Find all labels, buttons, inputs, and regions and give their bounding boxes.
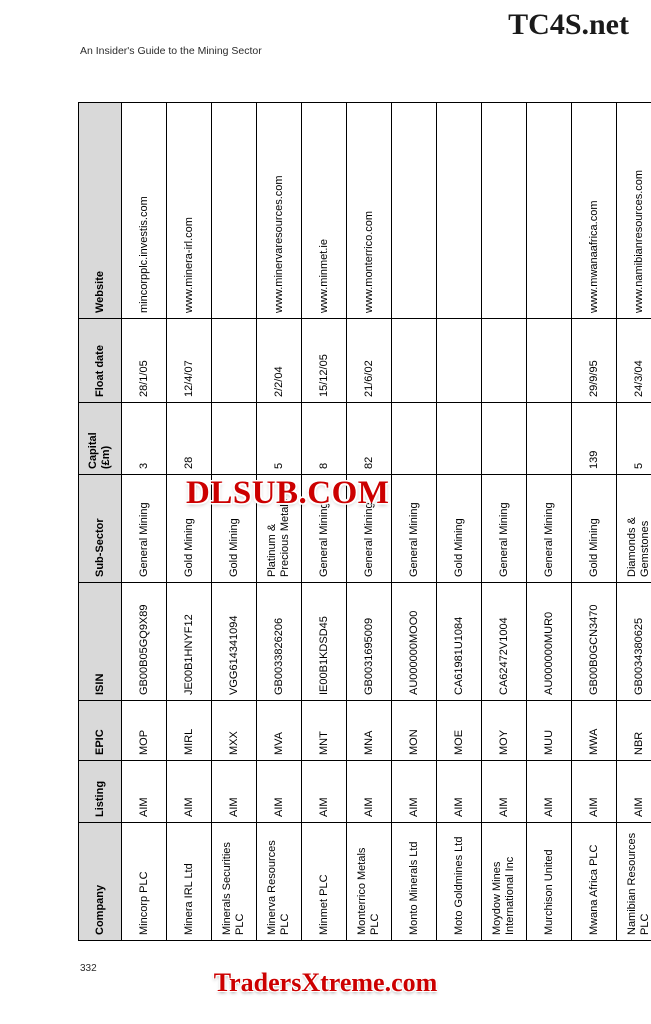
cell-capital: [527, 403, 572, 475]
rotation-wrapper: [78, 103, 651, 941]
cell-isin: IE00B1KDSD45: [302, 583, 347, 701]
cell-float-date: 24/3/04: [617, 319, 651, 403]
cell-website: www.minervaresources.com: [257, 103, 302, 319]
cell-capital: [392, 403, 437, 475]
brand-bottom-center: TradersXtreme.com: [213, 968, 438, 997]
cell-company: Monterrico Metals PLC: [347, 823, 392, 941]
table-row: [122, 103, 167, 941]
cell-website: www.minera-irl.com: [167, 103, 212, 319]
cell-isin: CA61981U1084: [437, 583, 482, 701]
cell-website: www.namibianresources.com: [617, 103, 651, 319]
cell-website: www.minmet.ie: [302, 103, 347, 319]
cell-epic: MNT: [302, 701, 347, 761]
cell-website: [392, 103, 437, 319]
cell-epic: MXX: [212, 701, 257, 761]
cell-company: Monto Minerals Ltd: [392, 823, 437, 941]
cell-float-date: [212, 319, 257, 403]
cell-sub-sector: Platinum & Precious Metals: [257, 475, 302, 583]
cell-capital: [482, 403, 527, 475]
cell-sub-sector: General Mining: [527, 475, 572, 583]
cell-isin: GB00B05GQ9X89: [122, 583, 167, 701]
cell-isin: GB0034380625: [617, 583, 651, 701]
table-row: [167, 103, 212, 941]
cell-float-date: [482, 319, 527, 403]
cell-capital: 28: [167, 403, 212, 475]
cell-listing: AIM: [302, 761, 347, 823]
cell-float-date: 21/6/02: [347, 319, 392, 403]
cell-listing: AIM: [617, 761, 651, 823]
cell-epic: MWA: [572, 701, 617, 761]
cell-isin: JE00B1HNYF12: [167, 583, 212, 701]
table-row: [437, 103, 482, 941]
cell-isin: GB0033826206: [257, 583, 302, 701]
cell-listing: AIM: [437, 761, 482, 823]
cell-epic: MOP: [122, 701, 167, 761]
table-row: [257, 103, 302, 941]
cell-sub-sector: General Mining: [482, 475, 527, 583]
page-number: 332: [80, 963, 97, 974]
cell-sub-sector: General Mining: [347, 475, 392, 583]
cell-listing: AIM: [482, 761, 527, 823]
cell-float-date: [392, 319, 437, 403]
cell-sub-sector: General Mining: [122, 475, 167, 583]
cell-float-date: 2/2/04: [257, 319, 302, 403]
header-float-date: Float date: [79, 319, 122, 403]
header-sub-sector: Sub-Sector: [79, 475, 122, 583]
header-isin: ISIN: [79, 583, 122, 701]
cell-sub-sector: Gold Mining: [437, 475, 482, 583]
cell-listing: AIM: [527, 761, 572, 823]
cell-epic: MON: [392, 701, 437, 761]
table-row: [212, 103, 257, 941]
cell-capital: [437, 403, 482, 475]
cell-website: mincorpplc.investis.com: [122, 103, 167, 319]
cell-isin: VGG614341094: [212, 583, 257, 701]
cell-listing: AIM: [572, 761, 617, 823]
cell-company: Moydow Mines International Inc: [482, 823, 527, 941]
cell-capital: 3: [122, 403, 167, 475]
rotated-table-area: [78, 103, 651, 941]
cell-epic: MIRL: [167, 701, 212, 761]
cell-isin: GB0031695009: [347, 583, 392, 701]
cell-sub-sector: Gold Mining: [572, 475, 617, 583]
table-row: [482, 103, 527, 941]
cell-company: Minerva Resources PLC: [257, 823, 302, 941]
cell-company: Mwana Africa PLC: [572, 823, 617, 941]
header-website: Website: [79, 103, 122, 319]
cell-epic: MUU: [527, 701, 572, 761]
cell-listing: AIM: [347, 761, 392, 823]
cell-company: Moto Goldmines Ltd: [437, 823, 482, 941]
cell-website: [482, 103, 527, 319]
cell-epic: MNA: [347, 701, 392, 761]
table-row: [392, 103, 437, 941]
brand-top-right: TC4S.net: [508, 8, 629, 41]
watermark-dlsub: DLSUB.COM: [186, 475, 390, 511]
cell-capital: 82: [347, 403, 392, 475]
cell-listing: AIM: [392, 761, 437, 823]
cell-company: Murchison United: [527, 823, 572, 941]
header-company: Company: [79, 823, 122, 941]
table-row: [527, 103, 572, 941]
table-body: [122, 103, 651, 941]
cell-listing: AIM: [122, 761, 167, 823]
cell-capital: 5: [257, 403, 302, 475]
cell-float-date: 12/4/07: [167, 319, 212, 403]
cell-isin: CA62472V1004: [482, 583, 527, 701]
table-header-row: [79, 103, 122, 941]
running-head: An Insider's Guide to the Mining Sector: [80, 45, 262, 57]
table-row: [617, 103, 651, 941]
cell-sub-sector: Gold Mining: [167, 475, 212, 583]
cell-epic: MVA: [257, 701, 302, 761]
cell-sub-sector: General Mining: [302, 475, 347, 583]
table-row: [347, 103, 392, 941]
cell-website: [527, 103, 572, 319]
cell-company: Minmet PLC: [302, 823, 347, 941]
header-listing: Listing: [79, 761, 122, 823]
header-epic: EPIC: [79, 701, 122, 761]
cell-website: [437, 103, 482, 319]
table-row: [302, 103, 347, 941]
cell-website: [212, 103, 257, 319]
cell-listing: AIM: [212, 761, 257, 823]
cell-website: www.monterrico.com: [347, 103, 392, 319]
cell-float-date: 15/12/05: [302, 319, 347, 403]
cell-isin: AU000000MUR0: [527, 583, 572, 701]
header-capital: Capital (£m): [79, 403, 122, 475]
cell-float-date: [437, 319, 482, 403]
cell-listing: AIM: [167, 761, 212, 823]
cell-listing: AIM: [257, 761, 302, 823]
cell-company: Minerals Securities PLC: [212, 823, 257, 941]
cell-epic: MOE: [437, 701, 482, 761]
cell-float-date: [527, 319, 572, 403]
cell-sub-sector: General Mining: [392, 475, 437, 583]
cell-float-date: 28/1/05: [122, 319, 167, 403]
mining-companies-table: [78, 102, 651, 941]
cell-company: Mincorp PLC: [122, 823, 167, 941]
cell-isin: AU000000MOO0: [392, 583, 437, 701]
cell-capital: 5: [617, 403, 651, 475]
cell-epic: NBR: [617, 701, 651, 761]
cell-capital: 139: [572, 403, 617, 475]
cell-company: Namibian Resources PLC: [617, 823, 651, 941]
cell-sub-sector: Diamonds & Gemstones: [617, 475, 651, 583]
cell-isin: GB00B0GCN3470: [572, 583, 617, 701]
cell-capital: [212, 403, 257, 475]
cell-capital: 8: [302, 403, 347, 475]
cell-website: www.mwanaafrica.com: [572, 103, 617, 319]
cell-sub-sector: Gold Mining: [212, 475, 257, 583]
table-row: [572, 103, 617, 941]
cell-float-date: 29/9/95: [572, 319, 617, 403]
cell-company: Minera IRL Ltd: [167, 823, 212, 941]
cell-epic: MOY: [482, 701, 527, 761]
